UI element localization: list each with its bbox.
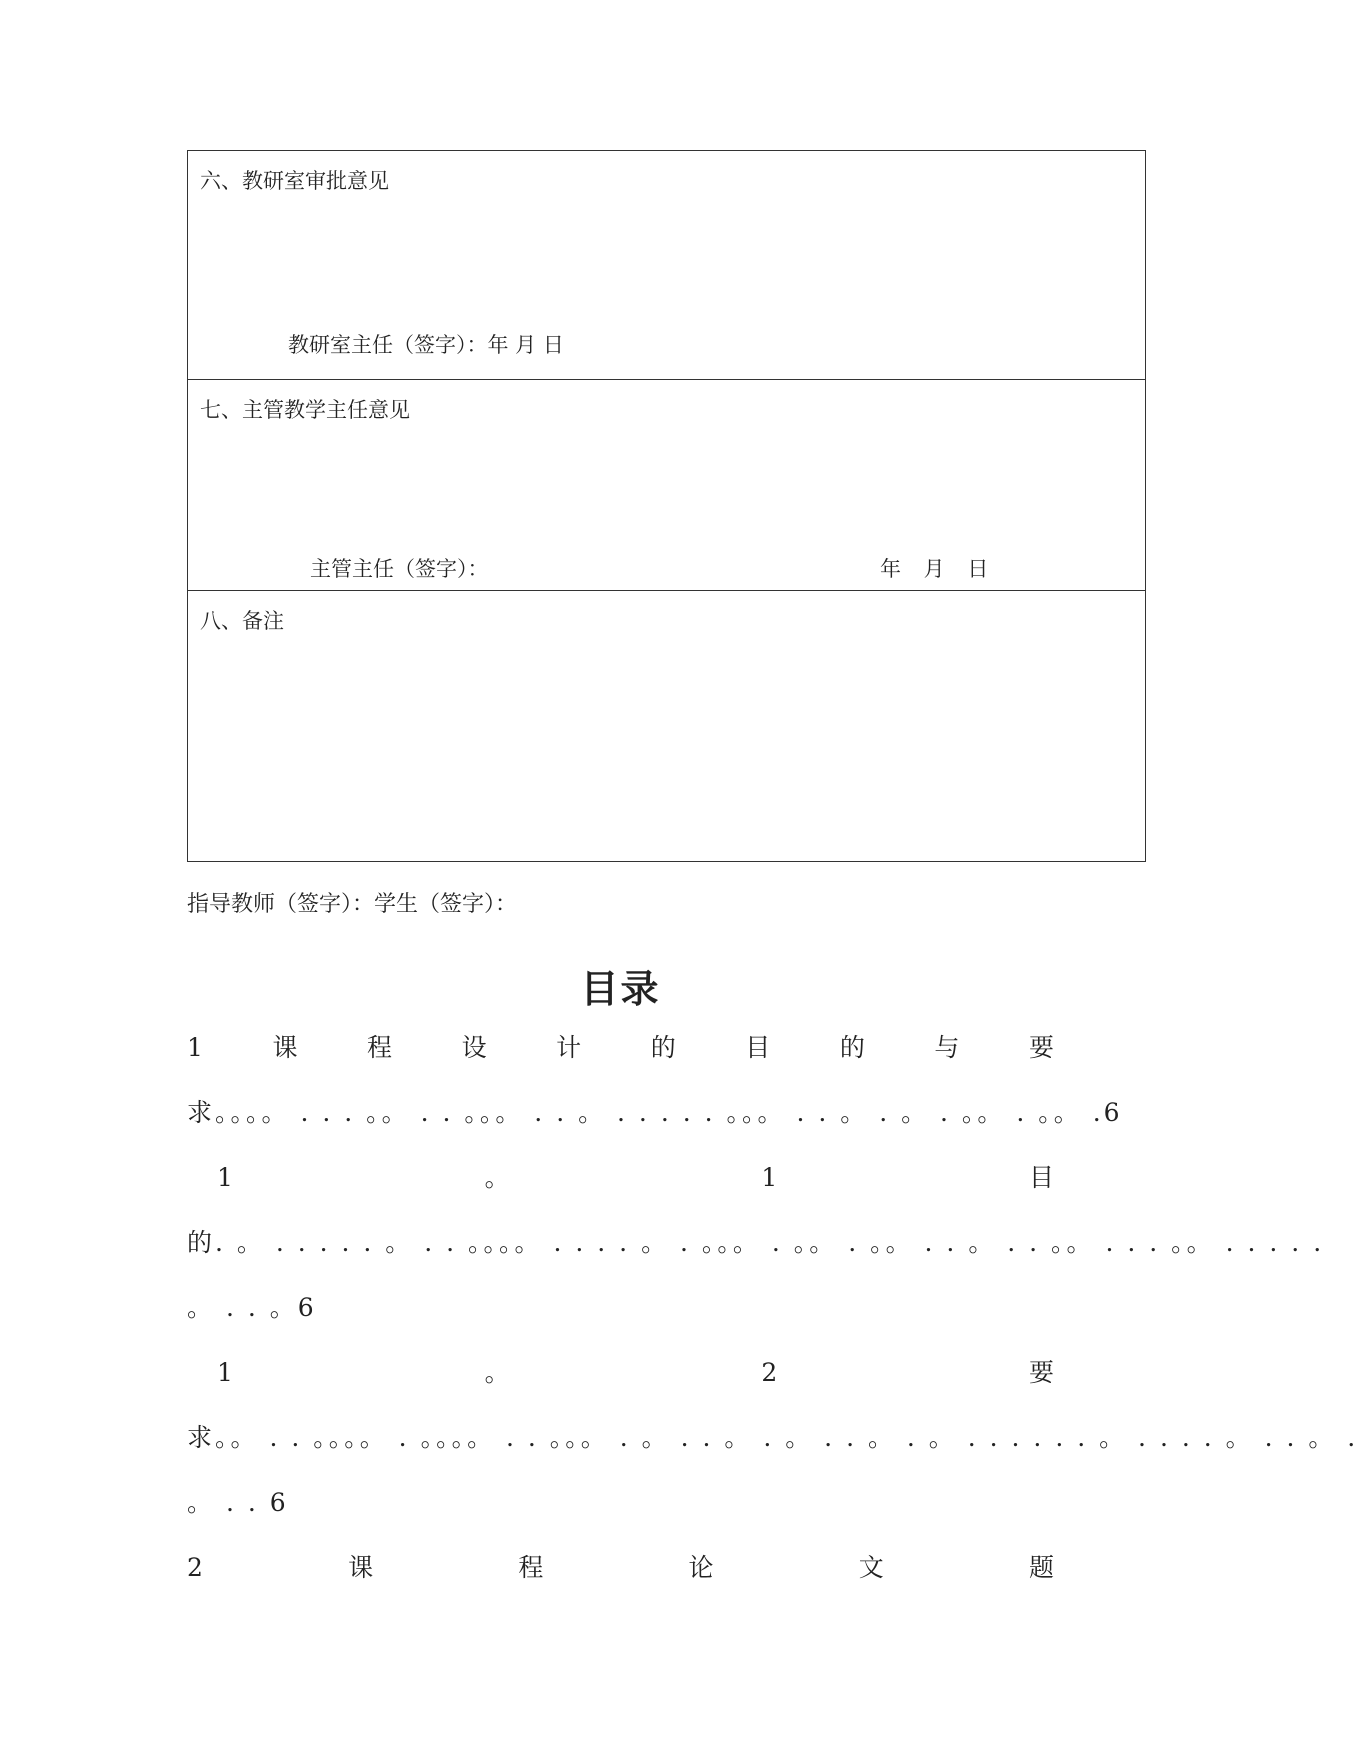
toc-entry-leader[interactable]: 求。。 . . 。。。。 . 。。。。 . . 。。。 . 。 . . 。 . 。 . . 。 . 。 . . . . . . 。 . . . . 。 . . 。 . (187, 1423, 1358, 1452)
toc-char: 论 (688, 1553, 714, 1582)
toc-char: 的 (650, 1033, 676, 1062)
toc-char: 文 (858, 1553, 884, 1582)
toc-char: 1 (217, 1163, 233, 1192)
toc-entry[interactable] (217, 1355, 1054, 1391)
toc-entry-leader[interactable]: 的. 。 . . . . . 。 . . 。。。。 . . . . 。 . 。。。 . 。。 . 。。 . . 。 . . 。。 . . . 。。 . . . . . (187, 1228, 1325, 1257)
toc-char: 1 (187, 1033, 203, 1062)
section-title: 六、教研室审批意见 (200, 169, 389, 193)
toc-char: 2 (187, 1553, 203, 1582)
toc-char: 设 (461, 1033, 487, 1062)
toc-char: 要 (1028, 1033, 1054, 1062)
toc-char: 题 (1028, 1553, 1054, 1582)
toc-char: 2 (761, 1358, 778, 1387)
section-teaching-director-opinion (188, 380, 1145, 591)
toc-char: 程 (367, 1033, 393, 1062)
approval-form-table (187, 150, 1146, 862)
section-remarks (188, 591, 1145, 861)
director-signature-label: 教研室主任（签字）：年 月 日 (288, 333, 564, 357)
toc-char: 目 (1028, 1163, 1054, 1192)
toc-char: 1 (761, 1163, 778, 1192)
director-signature-label: 主管主任（签字）： (310, 557, 489, 581)
toc-char: 要 (1028, 1358, 1054, 1387)
signature-line: 指导教师（签字）：学生（签字）： (187, 892, 518, 917)
toc-char: 。 (484, 1163, 510, 1192)
toc-entry-leader[interactable]: 。 . . 6 (187, 1488, 289, 1517)
toc-char: 。 (484, 1358, 510, 1387)
toc-char: 计 (556, 1033, 582, 1062)
toc-char: 1 (217, 1358, 233, 1387)
toc-char: 课 (348, 1553, 374, 1582)
section-title: 八、备注 (200, 609, 284, 633)
toc-char: 课 (272, 1033, 298, 1062)
date-label: 年 月 日 (880, 557, 989, 581)
toc-entry[interactable] (187, 1550, 1054, 1586)
toc-char: 程 (518, 1553, 544, 1582)
toc-char: 与 (934, 1033, 960, 1062)
toc-entry-leader[interactable]: 。 . . 。6 (187, 1293, 317, 1322)
toc-entry-leader[interactable]: 求。。。。 . . . 。。 . . 。。。 . . 。 . . . . . 。。。 . . 。 . 。 . 。。 . 。。 .6 (187, 1098, 1123, 1127)
section-title: 七、主管教学主任意见 (200, 398, 410, 422)
toc-title: 目录 (580, 967, 661, 1011)
toc-char: 的 (839, 1033, 865, 1062)
toc-char: 目 (745, 1033, 771, 1062)
toc-entry[interactable] (187, 1030, 1054, 1066)
section-department-approval (188, 151, 1145, 380)
toc-entry[interactable] (217, 1160, 1054, 1196)
